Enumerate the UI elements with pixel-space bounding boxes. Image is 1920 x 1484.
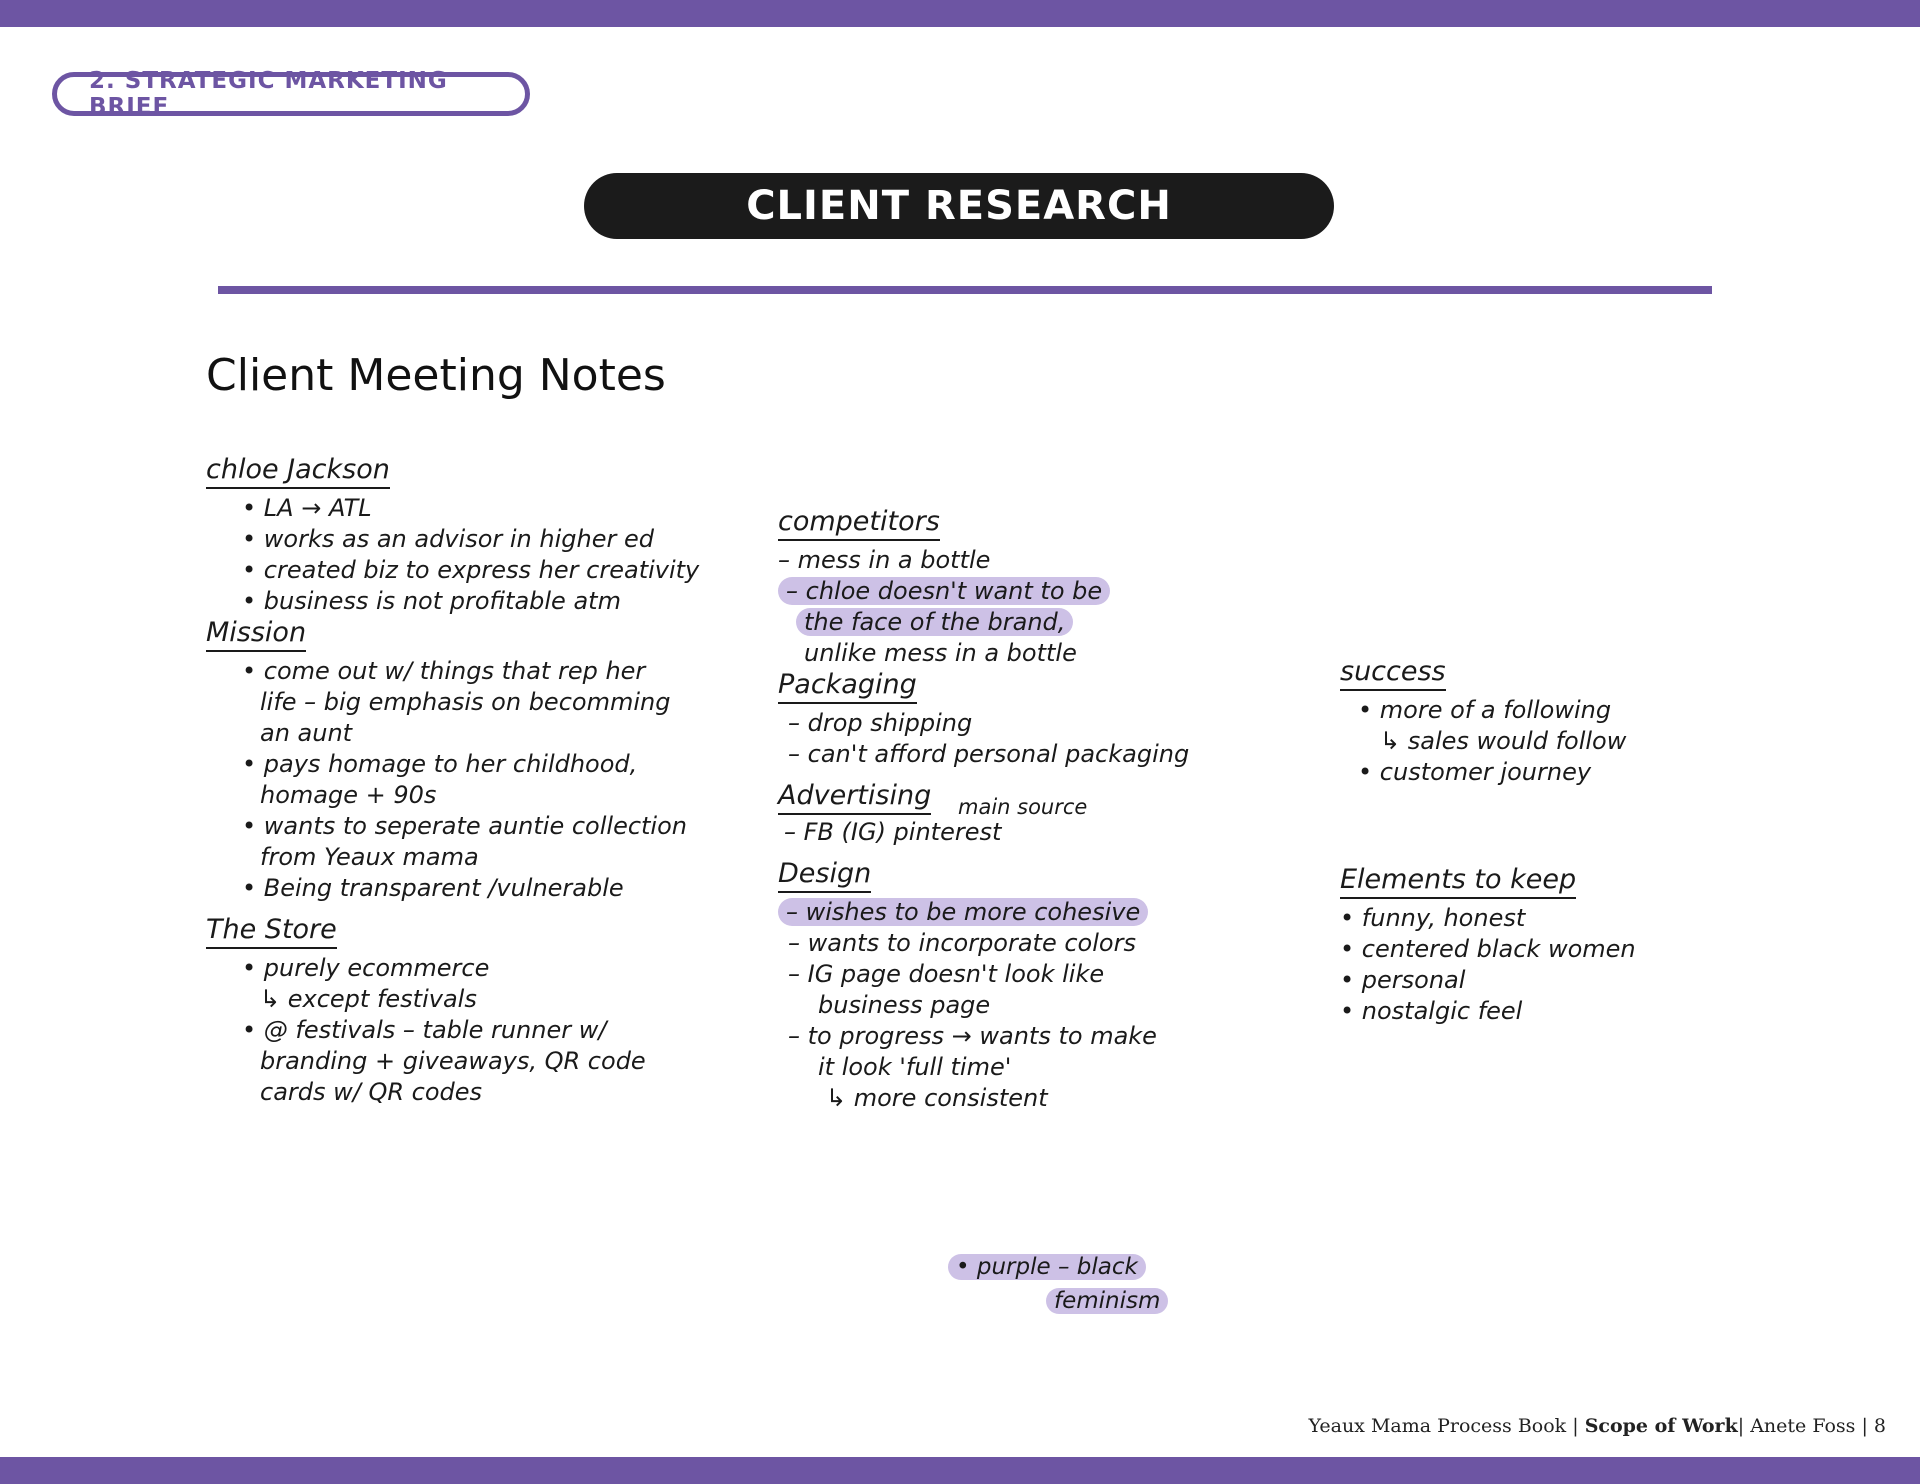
store-heading: The Store <box>206 914 337 949</box>
note-line: – FB (IG) pinterest <box>784 818 1002 846</box>
highlighted-note: – wishes to be more cohesive <box>778 898 1148 926</box>
note-line: ↳ sales would follow <box>1380 727 1627 755</box>
note-line: • nostalgic feel <box>1340 997 1523 1025</box>
note-line: • pays homage to her childhood, <box>242 750 638 778</box>
note-line: • wants to seperate auntie collection <box>242 812 687 840</box>
success-heading: success <box>1340 656 1446 691</box>
page-footer <box>1308 1415 1886 1437</box>
note-line: • created biz to express her creativity <box>242 556 700 584</box>
note-line: • works as an advisor in higher ed <box>242 525 654 553</box>
note-line: • centered black women <box>1340 935 1636 963</box>
page-title: CLIENT RESEARCH <box>584 173 1334 239</box>
note-line: • customer journey <box>1358 758 1592 786</box>
note-line: it look 'full time' <box>818 1053 1012 1081</box>
note-line: ↳ except festivals <box>260 985 477 1013</box>
note-line: cards w/ QR codes <box>260 1078 483 1106</box>
notes-column-client <box>206 454 699 1108</box>
footer-author: Anete Foss <box>1750 1415 1856 1437</box>
top-accent-bar <box>0 0 1920 27</box>
note-line: – to progress → wants to make <box>788 1022 1157 1050</box>
color-note <box>948 1250 1168 1318</box>
note-line: – IG page doesn't look like <box>788 960 1105 988</box>
note-line: – wants to incorporate colors <box>788 929 1136 957</box>
note-line: unlike mess in a bottle <box>804 639 1077 667</box>
note-line: • come out w/ things that rep her <box>242 657 646 685</box>
competitors-heading: competitors <box>778 506 940 541</box>
note-line: • Being transparent /vulnerable <box>242 874 624 902</box>
note-line: – mess in a bottle <box>778 546 991 574</box>
note-line: • more of a following <box>1358 696 1612 724</box>
notes-column-brand <box>778 506 1189 1114</box>
footer-separator: | <box>1566 1415 1585 1437</box>
note-line: homage + 90s <box>260 781 437 809</box>
design-heading: Design <box>778 858 871 893</box>
note-line: – drop shipping <box>788 709 973 737</box>
section-label: 2. STRATEGIC MARKETING BRIEF <box>52 72 530 116</box>
footer-section: Scope of Work <box>1584 1415 1738 1437</box>
annotation-note: main source <box>958 795 1088 819</box>
notes-heading: Client Meeting Notes <box>206 350 666 401</box>
advertising-heading: Advertising <box>778 780 931 815</box>
note-line: ↳ more consistent <box>826 1084 1048 1112</box>
bottom-accent-bar <box>0 1457 1920 1484</box>
note-line: • purely ecommerce <box>242 954 490 982</box>
footer-separator: | <box>1855 1415 1874 1437</box>
note-line: from Yeaux mama <box>260 843 479 871</box>
client-name-heading: chloe Jackson <box>206 454 390 489</box>
note-line: an aunt <box>260 719 353 747</box>
note-line: life – big emphasis on becomming <box>260 688 671 716</box>
note-line: • funny, honest <box>1340 904 1526 932</box>
notes-column-goals <box>1340 656 1636 1027</box>
highlighted-note: – chloe doesn't want to be <box>778 577 1110 605</box>
highlighted-note: feminism <box>1046 1288 1168 1314</box>
note-line: • @ festivals – table runner w/ <box>242 1016 607 1044</box>
note-line: • personal <box>1340 966 1466 994</box>
highlighted-note: the face of the brand, <box>796 608 1073 636</box>
highlighted-note: • purple – black <box>948 1254 1146 1280</box>
elements-heading: Elements to keep <box>1340 864 1576 899</box>
note-line: • LA → ATL <box>242 494 372 522</box>
page-number: 8 <box>1873 1415 1886 1437</box>
note-line: • business is not profitable atm <box>242 587 621 615</box>
note-line: business page <box>818 991 991 1019</box>
footer-book-title: Yeaux Mama Process Book <box>1308 1415 1567 1437</box>
title-divider <box>218 286 1712 294</box>
mission-heading: Mission <box>206 617 306 652</box>
footer-separator: | <box>1737 1415 1751 1437</box>
packaging-heading: Packaging <box>778 669 917 704</box>
note-line: – can't afford personal packaging <box>788 740 1190 768</box>
note-line: branding + giveaways, QR code <box>260 1047 646 1075</box>
